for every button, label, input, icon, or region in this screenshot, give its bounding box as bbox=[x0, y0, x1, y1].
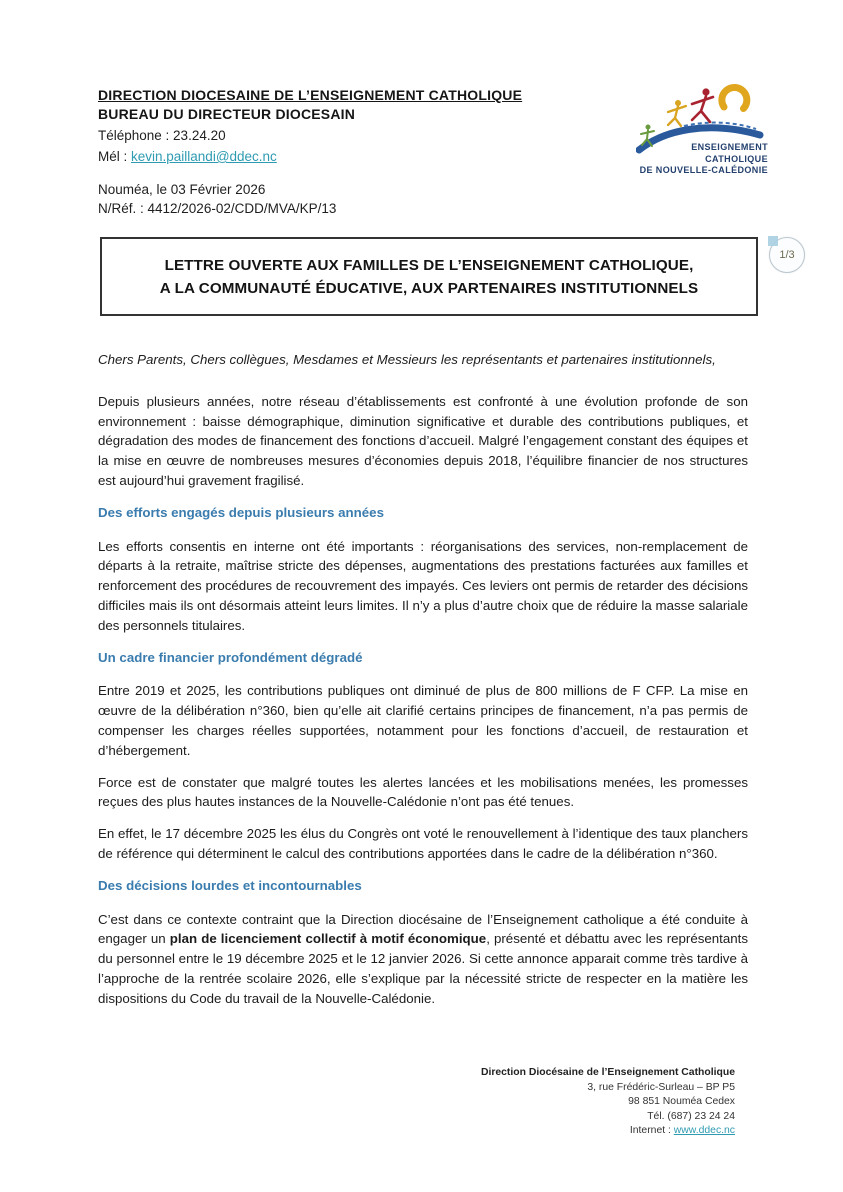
footer-org-name: Direction Diocésaine de l’Enseignement Catholique bbox=[480, 1067, 735, 1078]
p6-post: , présenté et débattu avec les représentants du personnel entre le 19 décembre 2025 et le 12 janvier 2026. Si cette annonce apparait comme très tardive à l’approche de la rentrée scolaire 2026, elle s’explique par la nécessité stricte de respecter en la matière les dispositions du Code du travail de la Nouvelle-Calédonie. bbox=[98, 931, 749, 1006]
email-line bbox=[98, 147, 618, 166]
letter-title-line1: LETTRE OUVERTE AUX FAMILLES DE L’ENSEIGNEMENT CATHOLIQUE, bbox=[164, 257, 694, 274]
letter-header bbox=[98, 86, 618, 218]
phone-line: Téléphone : 23.24.20 bbox=[98, 128, 226, 143]
paragraph-licenciement bbox=[98, 910, 748, 1009]
paragraph-efforts: Les efforts consentis en interne ont été importants : réorganisations des services, non-remplacement de départs à la retraite, maîtrise stricte des dépenses, augmentations des prestations facturées aux familles et renforcement des procédures de recouvrement des impayés. Ces leviers ont permis de retarder des décisions difficiles mais ils ont désormais atteint leurs limites. Il n’y a plus d’autre choix que de réduire la masse salariale des personnels titulaires. bbox=[98, 538, 748, 633]
p6-pre: C’est dans ce contexte contraint que la Direction diocésaine de l’Enseignement catholique a été conduite à engager un bbox=[98, 911, 748, 947]
logo-word-line1: ENSEIGNEMENT bbox=[691, 142, 768, 152]
org-name-line: DIRECTION DIOCESAINE DE L’ENSEIGNEMENT CATHOLIQUE bbox=[98, 87, 523, 103]
page-number-text: 1/3 bbox=[779, 249, 795, 261]
page-number-badge[interactable] bbox=[769, 237, 805, 273]
enseignement-catholique-logo bbox=[636, 80, 768, 177]
email-label: Mél : bbox=[98, 149, 132, 164]
section-heading-cadre-financier: Un cadre financier profondément dégradé bbox=[98, 649, 363, 665]
footer-internet-label: Internet : bbox=[629, 1125, 674, 1136]
section-heading-efforts: Des efforts engagés depuis plusieurs années bbox=[98, 504, 384, 520]
footer-website-link[interactable]: www.ddec.nc bbox=[673, 1125, 735, 1136]
paragraph-congres: En effet, le 17 décembre 2025 les élus du Congrès ont voté le renouvellement à l’identique des taux planchers de référence qui déterminent le calcul des contributions apportées dans le cadre de la délibération n°360. bbox=[98, 826, 748, 861]
paragraph-context: Depuis plusieurs années, notre réseau d’établissements est confronté à une évolution profonde de son environnement : baisse démographique, diminution significative et durable des contributions publiques, et dégradation des modes de financement des fonctions d’accueil. Malgré l’engagement constant des équipes et la mise en œuvre de nombreuses mesures d’économies depuis 2018, l’équilibre financier de nos structures est aujourd’hui gravement fragilisé. bbox=[98, 393, 748, 488]
logo-word-line2: CATHOLIQUE bbox=[705, 153, 768, 164]
letter-body bbox=[98, 350, 748, 1021]
letter-title-box bbox=[100, 237, 758, 316]
date-ref-block bbox=[98, 180, 618, 218]
footer-phone: Tél. (687) 23 24 24 bbox=[647, 1110, 735, 1122]
logo-wordmark bbox=[636, 142, 768, 177]
letter-title-line2: A LA COMMUNAUTÉ ÉDUCATIVE, AUX PARTENAIRES INSTITUTIONNELS bbox=[159, 280, 699, 297]
letter-footer bbox=[405, 1066, 735, 1139]
footer-city: 98 851 Nouméa Cedex bbox=[628, 1096, 735, 1107]
paragraph-contributions: Entre 2019 et 2025, les contributions publiques ont diminué de plus de 800 millions de F CFP. La mise en œuvre de la délibération n°360, bien qu’elle ait clarifié certains principes de financement, n’a pas permis de compenser les charges réelles supportées, notamment pour les fonctions d’accueil, de restauration et d’hébergement. bbox=[98, 683, 748, 758]
section-heading-decisions: Des décisions lourdes et incontournables bbox=[98, 877, 362, 893]
paragraph-promesses: Force est de constater que malgré toutes les alertes lancées et les mobilisations menées, les promesses reçues des plus hautes instances de la Nouvelle-Calédonie n’ont pas été tenues. bbox=[98, 774, 748, 810]
reference-line: N/Réf. : 4412/2026-02/CDD/MVA/KP/13 bbox=[98, 201, 337, 216]
footer-address: 3, rue Frédéric-Surleau – BP P5 bbox=[587, 1081, 735, 1093]
badge-corner-square bbox=[768, 236, 778, 246]
footer-internet-line bbox=[405, 1124, 735, 1139]
org-bureau-line: BUREAU DU DIRECTEUR DIOCESAIN bbox=[98, 106, 356, 122]
email-link[interactable]: kevin.paillandi@ddec.nc bbox=[131, 149, 277, 164]
p6-bold-plan: plan de licenciement collectif à motif économique bbox=[169, 931, 487, 947]
logo-word-line3: DE NOUVELLE-CALÉDONIE bbox=[639, 165, 768, 175]
date-line: Nouméa, le 03 Février 2026 bbox=[98, 182, 266, 197]
salutation: Chers Parents, Chers collègues, Mesdames et Messieurs les représentants et partenaires institutionnels, bbox=[98, 352, 716, 367]
